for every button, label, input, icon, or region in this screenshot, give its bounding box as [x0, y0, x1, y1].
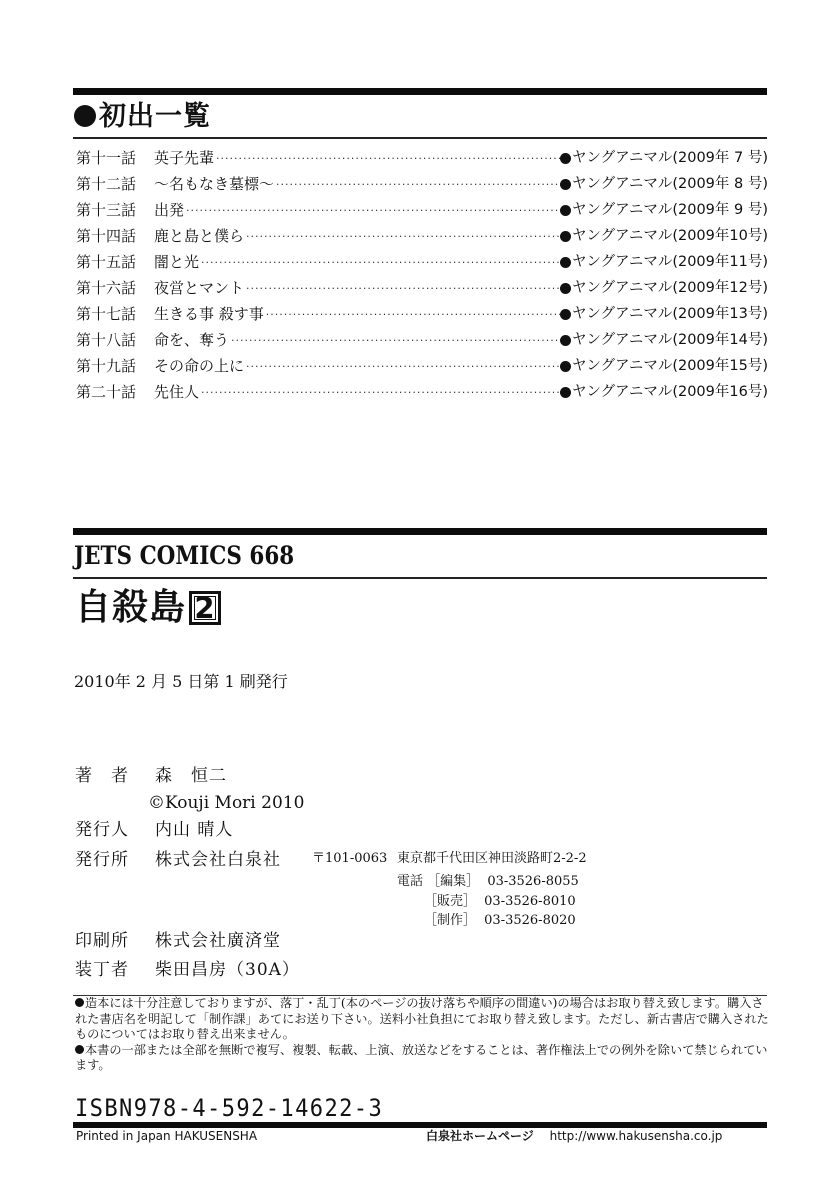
bullet-icon — [75, 1045, 84, 1054]
publisher-person: 内山 晴人 — [155, 820, 234, 840]
leader-dots — [276, 171, 560, 197]
bullet-icon — [75, 998, 84, 1007]
phone-dept: ［販売］ — [424, 894, 477, 909]
chapter-source: ヤングアニマル(2009年15号) — [571, 358, 768, 374]
publisher-address: 東京都千代田区神田淡路町2-2-2 — [397, 851, 587, 866]
chapter-row — [76, 171, 768, 197]
bullet-icon — [560, 283, 571, 294]
chapter-row — [76, 249, 768, 275]
chapter-source: ヤングアニマル(2009年 9 号) — [572, 202, 768, 218]
top-thick-rule — [73, 88, 767, 95]
chapter-title: その命の上に — [154, 357, 245, 375]
chapter-title: 闇と光 — [154, 253, 200, 271]
chapter-title: 出発 — [154, 201, 185, 219]
chapter-row — [76, 327, 768, 353]
chapter-source: ヤングアニマル(2009年16号) — [571, 384, 768, 400]
chapter-title: 鹿と島と僕ら — [154, 227, 245, 245]
chapter-number: 第十二話 — [76, 175, 137, 193]
bullet-icon — [560, 361, 571, 372]
phone-dept: ［編集］ — [427, 874, 480, 889]
chapter-number: 第十七話 — [76, 305, 137, 323]
notice-replacement — [75, 996, 769, 1043]
bullet-icon — [560, 387, 571, 398]
leader-dots — [246, 353, 560, 379]
leader-dots — [266, 301, 560, 327]
series-label: JETS COMICS 668 — [74, 541, 295, 570]
designer-name: 柴田昌房（30A） — [155, 960, 300, 980]
chapter-title: 英子先輩 — [154, 149, 215, 167]
bullet-icon — [560, 153, 571, 164]
chapter-row — [76, 223, 768, 249]
leader-dots — [201, 249, 560, 275]
isbn: ISBN978-4-592-14622-3 — [75, 1094, 384, 1122]
first-appearance-heading-text: 初出一覧 — [99, 101, 211, 132]
phone-row-production — [424, 911, 576, 931]
leader-dots — [201, 379, 560, 405]
homepage-label: 白泉社ホームページ — [426, 1129, 534, 1143]
postal-code: 〒101-0063 — [312, 851, 388, 866]
chapter-source: ヤングアニマル(2009年12号) — [571, 280, 768, 296]
chapter-source: ヤングアニマル(2009年 8 号) — [572, 176, 768, 192]
volume-badge — [189, 591, 221, 625]
chapter-row — [76, 301, 768, 327]
bullet-icon — [560, 257, 571, 268]
printer-name: 株式会社廣済堂 — [155, 931, 281, 951]
phone-number: 03-3526-8055 — [487, 874, 579, 889]
book-title-text: 自殺島 — [75, 587, 187, 628]
chapter-title: 生きる事 殺す事 — [154, 305, 264, 323]
bullet-icon — [560, 335, 571, 346]
chapter-source: ヤングアニマル(2009年14号) — [571, 332, 768, 348]
publisher-name: 株式会社白泉社 — [155, 850, 281, 870]
notice-replacement-text: 造本には十分注意しておりますが、落丁・乱丁(本のページの抜け落ちや順序の間違い)の場合はお取り替え致します。購入された書店名を明記して「制作課」あてにお送り下さい。送料小社負担にてお取り替え致します。ただし、新古書店で購入されたものについてはお取り替え出来ません。 — [75, 996, 769, 1041]
notice-copyright — [75, 1043, 769, 1074]
first-appearance-heading — [74, 99, 211, 135]
phone-row-editorial — [397, 872, 579, 892]
chapter-source: ヤングアニマル(2009年11号) — [571, 254, 768, 270]
colophon-thick-rule — [73, 528, 767, 535]
author-name: 森 恒二 — [155, 766, 227, 786]
leader-dots — [231, 327, 560, 353]
bullet-icon — [74, 105, 96, 127]
chapter-number: 第十三話 — [76, 201, 137, 219]
series-underline — [73, 577, 767, 579]
chapter-list — [76, 145, 768, 405]
phone-number: 03-3526-8020 — [484, 913, 576, 928]
chapter-number: 第十四話 — [76, 227, 137, 245]
bullet-icon — [560, 309, 571, 320]
chapter-number: 第十九話 — [76, 357, 137, 375]
chapter-row — [76, 353, 768, 379]
leader-dots — [186, 197, 560, 223]
chapter-number: 第十八話 — [76, 331, 137, 349]
chapter-number: 第十六話 — [76, 279, 137, 297]
phone-number: 03-3526-8010 — [484, 894, 576, 909]
bullet-icon — [560, 231, 571, 242]
chapter-number: 第二十話 — [76, 383, 137, 401]
notices — [75, 996, 769, 1074]
chapter-source: ヤングアニマル(2009年10号) — [571, 228, 768, 244]
bullet-icon — [560, 179, 571, 190]
volume-number: 2 — [194, 591, 216, 625]
print-date: 2010年 2 月 5 日第 1 刷発行 — [74, 672, 288, 691]
copyright: ©Kouji Mori 2010 — [148, 793, 305, 813]
chapter-number: 第十一話 — [76, 149, 137, 167]
leader-dots — [216, 145, 560, 171]
chapter-title: 命を、奪う — [154, 331, 230, 349]
phone-row-sales — [424, 892, 576, 912]
homepage — [426, 1128, 722, 1144]
leader-dots — [246, 275, 560, 301]
publisher-label: 発行所 — [75, 850, 129, 870]
chapter-row — [76, 145, 768, 171]
chapter-row — [76, 197, 768, 223]
designer-label: 装丁者 — [75, 960, 129, 980]
chapter-title: 夜営とマント — [154, 279, 245, 297]
bullet-icon — [560, 205, 571, 216]
publisher-person-label: 発行人 — [75, 820, 129, 840]
chapter-title: 先住人 — [154, 383, 200, 401]
homepage-url[interactable]: http://www.hakusensha.co.jp — [549, 1129, 723, 1143]
printer-label: 印刷所 — [75, 931, 129, 951]
notice-copyright-text: 本書の一部または全部を無断で複写、複製、転載、上演、放送などをすることは、著作権法上での例外を除いて禁じられています。 — [75, 1042, 768, 1072]
chapter-row — [76, 275, 768, 301]
chapter-title: 〜名もなき墓標〜 — [154, 175, 275, 193]
leader-dots — [246, 223, 560, 249]
printed-in: Printed in Japan HAKUSENSHA — [76, 1129, 258, 1143]
phone-label: 電話 — [397, 874, 424, 889]
heading-underline — [73, 137, 767, 139]
chapter-source: ヤングアニマル(2009年 7 号) — [572, 150, 768, 166]
chapter-row — [76, 379, 768, 405]
phone-dept: ［制作］ — [424, 913, 477, 928]
author-label: 著 者 — [75, 766, 129, 786]
chapter-number: 第十五話 — [76, 253, 137, 271]
book-title — [75, 585, 221, 631]
chapter-source: ヤングアニマル(2009年13号) — [571, 306, 768, 322]
